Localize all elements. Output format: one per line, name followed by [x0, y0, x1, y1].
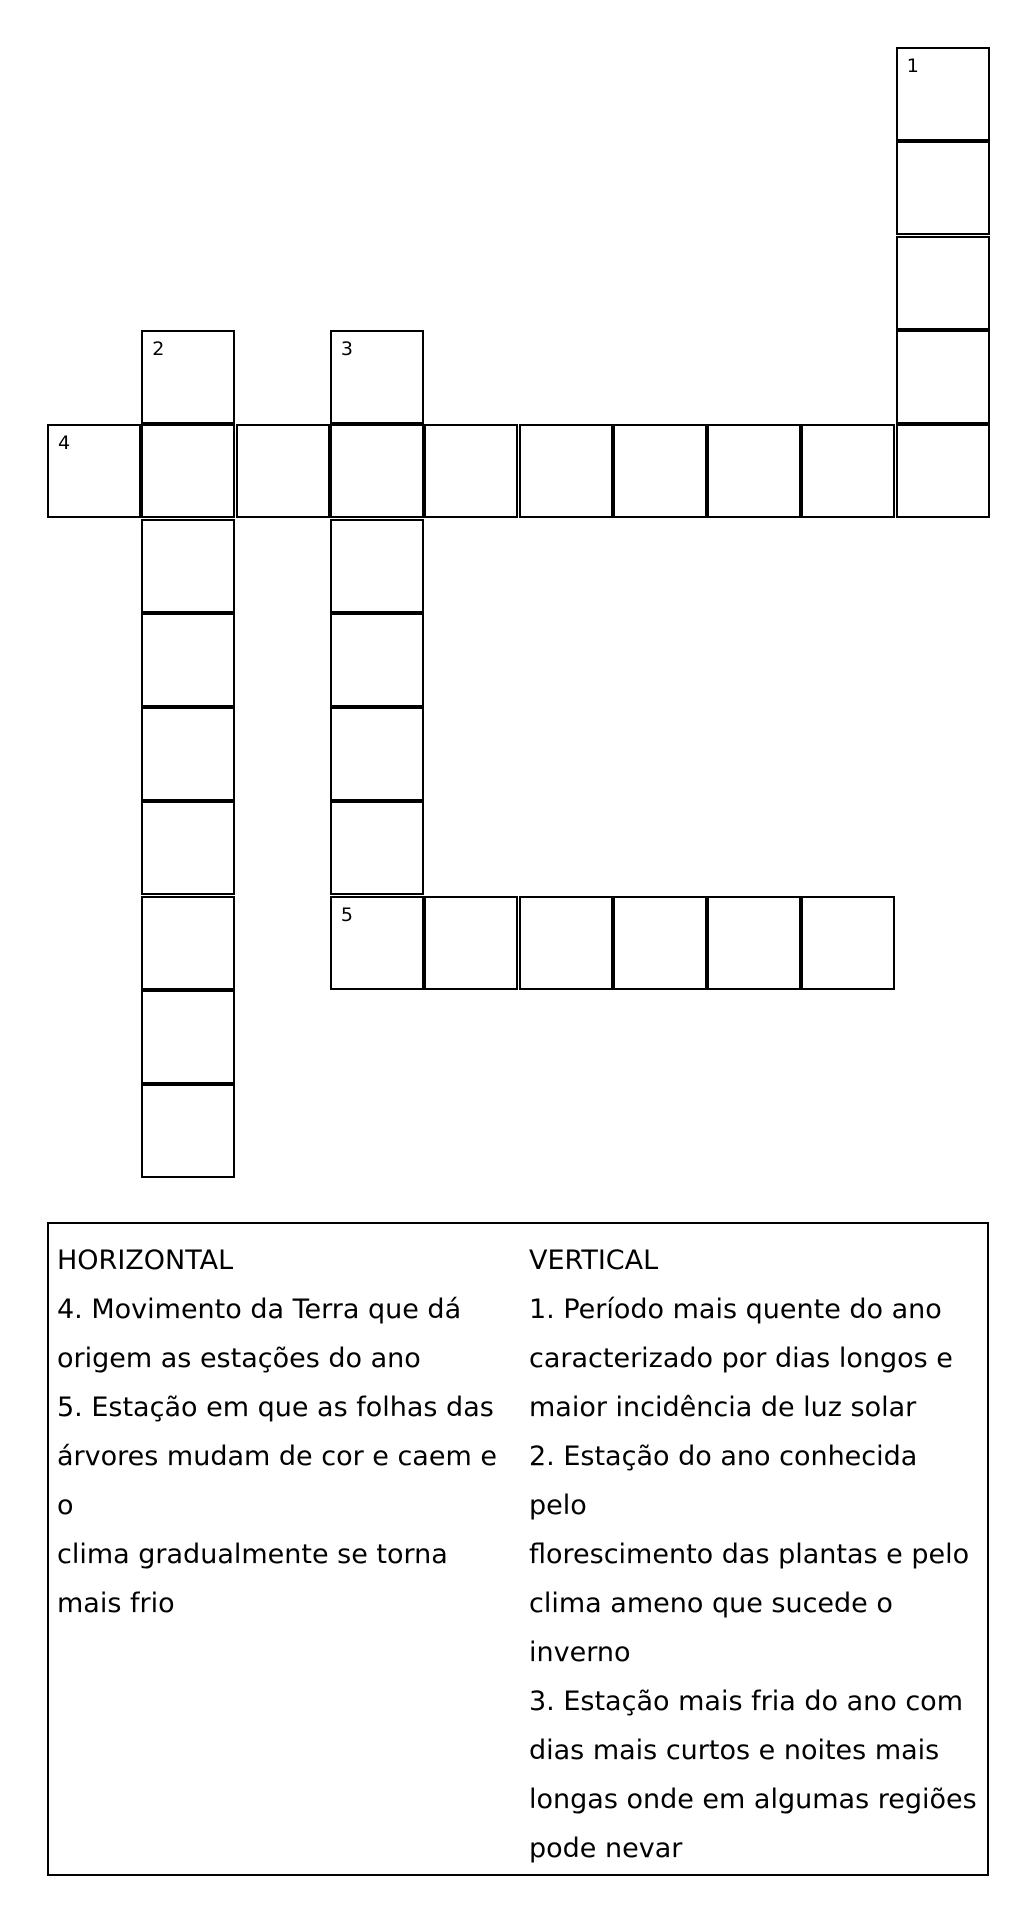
crossword-cell[interactable] — [801, 896, 895, 990]
vertical-clue-line: longas onde em algumas regiões — [529, 1784, 977, 1815]
horizontal-clue-line: 4. Movimento da Terra que dá — [57, 1294, 462, 1325]
crossword-cell[interactable] — [141, 330, 235, 424]
vertical-clue-line: maior incidência de luz solar — [529, 1392, 917, 1423]
crossword-cell[interactable] — [141, 613, 235, 707]
crossword-cell[interactable] — [141, 424, 235, 518]
crossword-cell[interactable] — [330, 519, 424, 613]
vertical-clue-line: 3. Estação mais fria do ano com — [529, 1686, 963, 1717]
horizontal-clue-line: origem as estações do ano — [57, 1343, 421, 1374]
crossword-cell[interactable] — [330, 801, 424, 895]
crossword-cell[interactable] — [707, 424, 801, 518]
vertical-clue-line: dias mais curtos e noites mais — [529, 1735, 940, 1766]
horizontal-heading: HORIZONTAL — [57, 1245, 234, 1276]
crossword-cell[interactable] — [330, 424, 424, 518]
vertical-clue-line: 2. Estação do ano conhecida pelo — [529, 1441, 918, 1521]
crossword-cell[interactable] — [896, 47, 990, 141]
vertical-clue-line: 1. Período mais quente do ano — [529, 1294, 942, 1325]
crossword-cell[interactable] — [141, 896, 235, 990]
crossword-cell[interactable] — [896, 424, 990, 518]
crossword-cell[interactable] — [424, 896, 518, 990]
crossword-cell[interactable] — [330, 613, 424, 707]
clue-number: 1 — [906, 55, 919, 77]
horizontal-clue-line: mais frio — [57, 1588, 175, 1619]
crossword-cell[interactable] — [141, 801, 235, 895]
crossword-cell[interactable] — [141, 519, 235, 613]
vertical-clue-line: caracterizado por dias longos e — [529, 1343, 953, 1374]
horizontal-clue-line: árvores mudam de cor e caem e o — [57, 1441, 497, 1521]
crossword-cell[interactable] — [141, 990, 235, 1084]
vertical-heading: VERTICAL — [529, 1245, 659, 1276]
clue-number: 5 — [340, 903, 353, 926]
vertical-clue-line: pode nevar — [529, 1833, 683, 1864]
vertical-clues — [529, 1236, 979, 1873]
crossword-cell[interactable] — [424, 424, 518, 518]
crossword-cell[interactable] — [47, 424, 141, 518]
crossword-cell[interactable] — [330, 330, 424, 424]
crossword-cell[interactable] — [141, 1084, 235, 1178]
clue-number: 2 — [152, 337, 165, 360]
horizontal-clues — [57, 1236, 513, 1628]
crossword-cell[interactable] — [896, 330, 990, 424]
vertical-clue-line: inverno — [529, 1637, 631, 1668]
clue-number: 4 — [58, 432, 71, 455]
crossword-cell[interactable] — [141, 707, 235, 801]
vertical-clue-line: florescimento das plantas e pelo — [529, 1539, 970, 1570]
crossword-cell[interactable] — [896, 236, 990, 330]
vertical-clue-line: clima ameno que sucede o — [529, 1588, 893, 1619]
clue-number: 3 — [340, 337, 353, 360]
crossword-cell[interactable] — [896, 141, 990, 235]
crossword-cell[interactable] — [613, 424, 707, 518]
horizontal-clue-line: 5. Estação em que as folhas das — [57, 1392, 494, 1423]
crossword-cell[interactable] — [801, 424, 895, 518]
crossword-cell[interactable] — [613, 896, 707, 990]
crossword-cell[interactable] — [519, 424, 613, 518]
clues-box — [47, 1222, 989, 1876]
horizontal-clue-line: clima gradualmente se torna — [57, 1539, 448, 1570]
crossword-cell[interactable] — [330, 896, 424, 990]
crossword-cell[interactable] — [519, 896, 613, 990]
crossword-cell[interactable] — [707, 896, 801, 990]
crossword-cell[interactable] — [236, 424, 330, 518]
crossword-cell[interactable] — [330, 707, 424, 801]
